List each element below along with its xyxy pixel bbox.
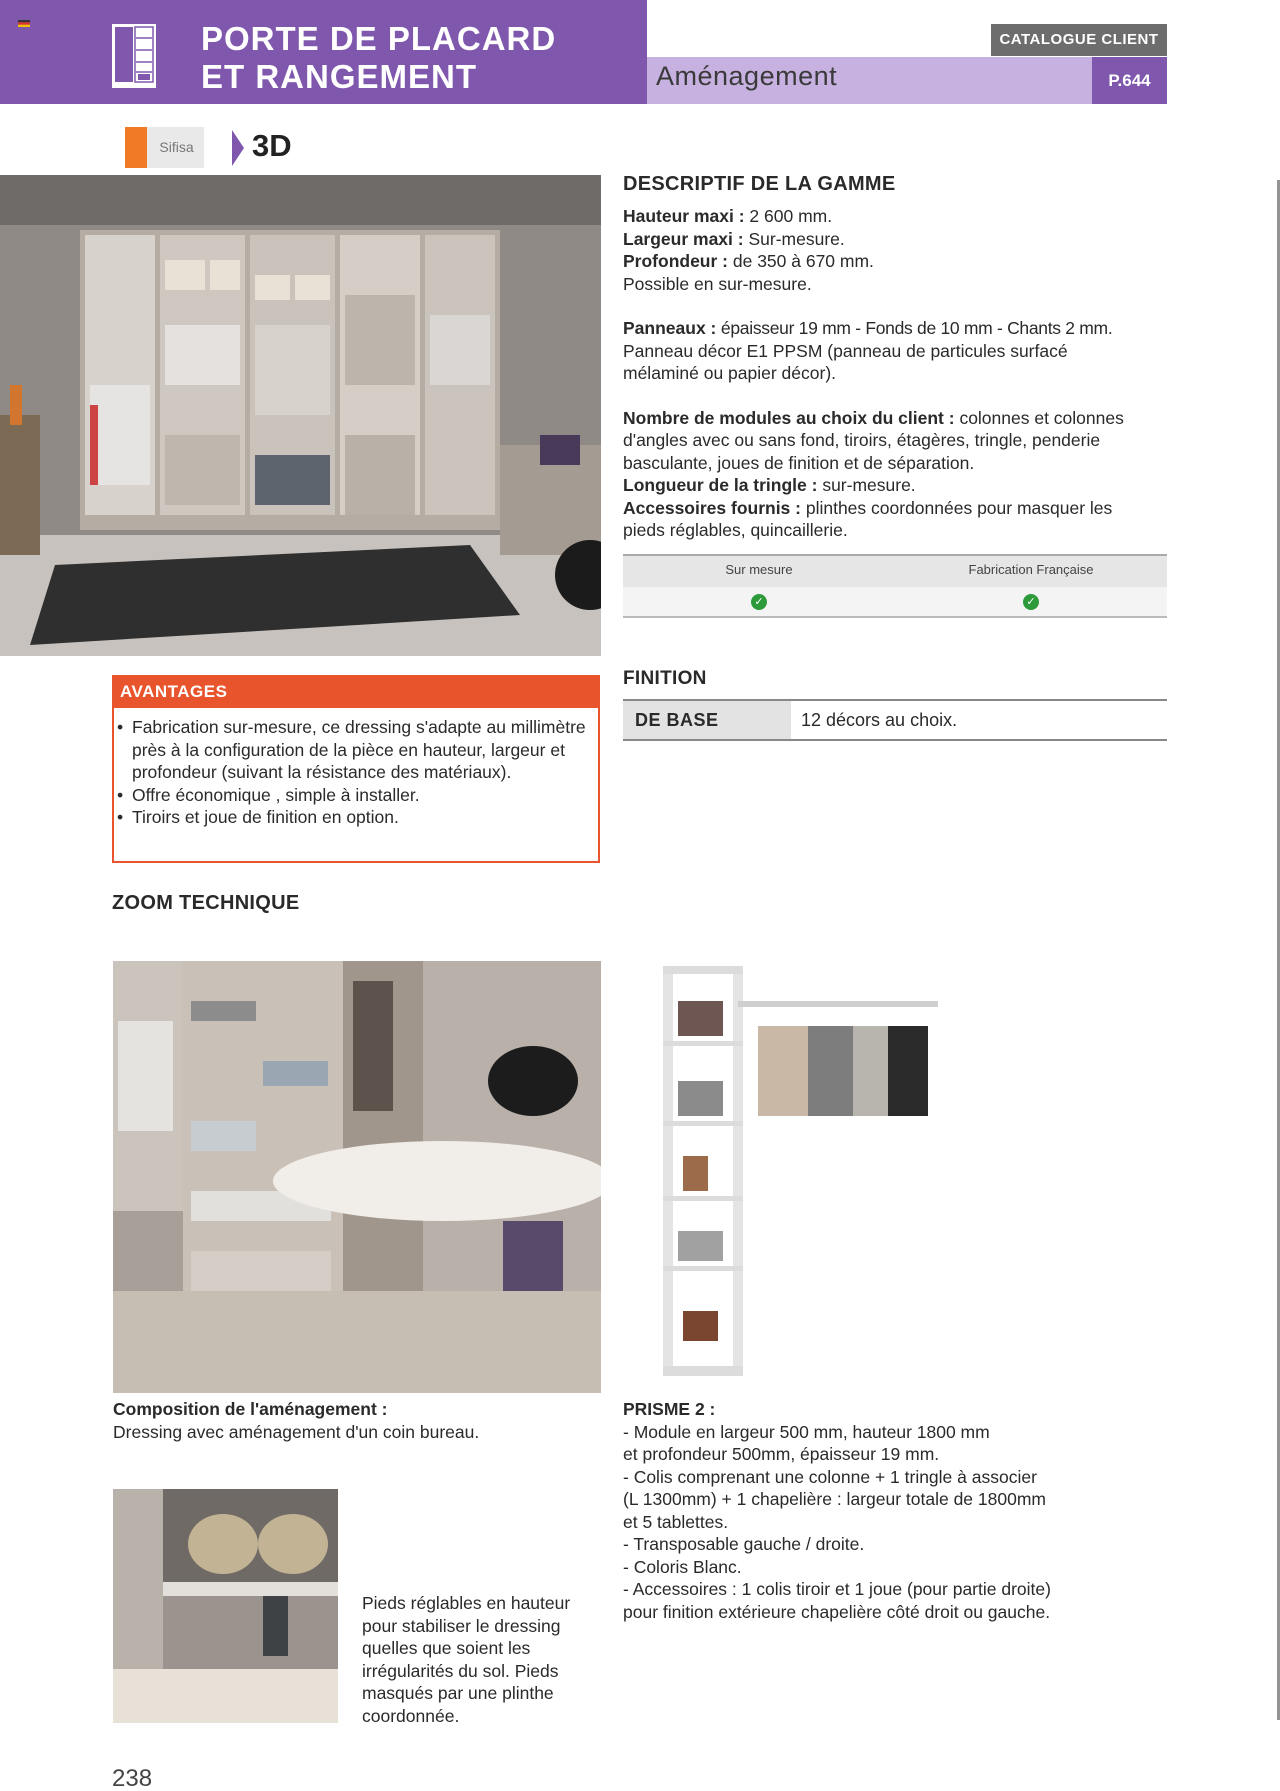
features-table [623, 554, 1167, 620]
panneaux-text: Panneaux : épaisseur 19 mm - Fonds de 10 mm - Chants 2 mm. [623, 318, 1113, 338]
feature-sur-mesure: Sur mesure [725, 562, 793, 577]
list-item: • Offre économique , simple à installer. [115, 784, 595, 807]
brand-tag: 3D [252, 128, 292, 163]
finition-table [623, 699, 1167, 741]
flag-icon [18, 20, 30, 27]
list-item: • Fabrication sur-mesure, ce dressing s'adapte au millimètre près à la configuration de la pièce en hauteur, largeur et profondeur (suivant la résistance des matériaux). [115, 716, 595, 784]
prisme-line: et 5 tablettes. [623, 1511, 729, 1532]
logo-text: Sifisa [159, 139, 194, 155]
modules-text: Nombre de modules au choix du client : colonnes et colonnes d'angles avec ou sans fond, tiroirs, étagères, tringle, penderie basculante, joues de finition et de séparation. [623, 407, 1124, 473]
prisme-line: - Accessoires : 1 colis tiroir et 1 joue (pour partie droite) [623, 1579, 1051, 1599]
desk-dressing-photo [113, 961, 601, 1393]
accessoires-text: Accessoires fournis : plinthes coordonnées pour masquer les pieds réglables, quincaillerie. [623, 497, 1113, 540]
prisme-line: (L 1300mm) + 1 chapelière : largeur totale de 1800mm [623, 1489, 1046, 1509]
composition-label: Composition de l'aménagement : [113, 1399, 388, 1419]
prisme-line: pour finition extérieure chapelière côté droit ou gauche. [623, 1601, 1051, 1622]
descriptif-heading: DESCRIPTIF DE LA GAMME [623, 173, 896, 195]
finition-heading: FINITION [623, 668, 707, 689]
tringle-text: Longueur de la tringle : sur-mesure. [623, 475, 916, 495]
finition-key: DE BASE [623, 701, 791, 739]
pieds-caption: Pieds réglables en hauteur pour stabiliser le dressing quelles que soient les irrégularités du sol. Pieds masqués par une plinthe coordonnée. [362, 1593, 571, 1726]
prisme-line: - Colis comprenant une colonne + 1 tringle à associer [623, 1466, 1037, 1487]
prisme-line: - Coloris Blanc. [623, 1556, 742, 1577]
adjustable-feet-photo [113, 1489, 338, 1723]
brand-logo [125, 127, 204, 168]
panneaux-rest: Panneau décor E1 PPSM (panneau de particules surfacé mélaminé ou papier décor). [623, 340, 1068, 383]
list-item: • Tiroirs et joue de finition en option. [115, 806, 595, 829]
page-title [201, 20, 556, 96]
catalogue-label: CATALOGUE CLIENT [991, 24, 1167, 56]
page-ref: P.644 [1092, 57, 1167, 104]
avantages-list [115, 716, 595, 829]
feature-fabrication-francaise: Fabrication Française [968, 562, 1094, 577]
prisme-2-module-photo [623, 961, 983, 1393]
spec-line: Possible en sur-mesure. [623, 273, 812, 294]
wardrobe-icon [112, 24, 156, 88]
prisme-title: PRISME 2 : [623, 1399, 716, 1419]
spec-line: Hauteur maxi : 2 600 mm. [623, 206, 833, 226]
logo-orange-block [125, 127, 147, 168]
page-number: 238 [112, 1765, 153, 1791]
spec-line: Largeur maxi : Sur-mesure. [623, 228, 845, 249]
check-icon: ✓ [751, 594, 767, 610]
arrow-right-icon [232, 130, 244, 166]
composition-caption [113, 1398, 601, 1443]
prisme-line: - Module en largeur 500 mm, hauteur 1800 mm [623, 1421, 990, 1442]
page-subtitle: Aménagement [656, 61, 838, 91]
avantages-heading: AVANTAGES [112, 675, 600, 708]
descriptif-text [623, 205, 1168, 542]
dressing-room-photo [0, 175, 601, 656]
finition-value: 12 décors au choix. [791, 701, 1167, 739]
zoom-heading: ZOOM TECHNIQUE [112, 892, 300, 914]
composition-value: Dressing avec aménagement d'un coin bureau. [113, 1421, 480, 1442]
prisme-line: - Transposable gauche / droite. [623, 1534, 865, 1554]
prisme-line: et profondeur 500mm, épaisseur 19 mm. [623, 1444, 940, 1464]
prisme-caption [623, 1398, 1183, 1623]
check-icon: ✓ [1023, 594, 1039, 610]
title-line-1: PORTE DE PLACARD [201, 20, 557, 57]
title-line-2: ET RANGEMENT [201, 58, 477, 95]
spec-line: Profondeur : de 350 à 670 mm. [623, 251, 874, 271]
